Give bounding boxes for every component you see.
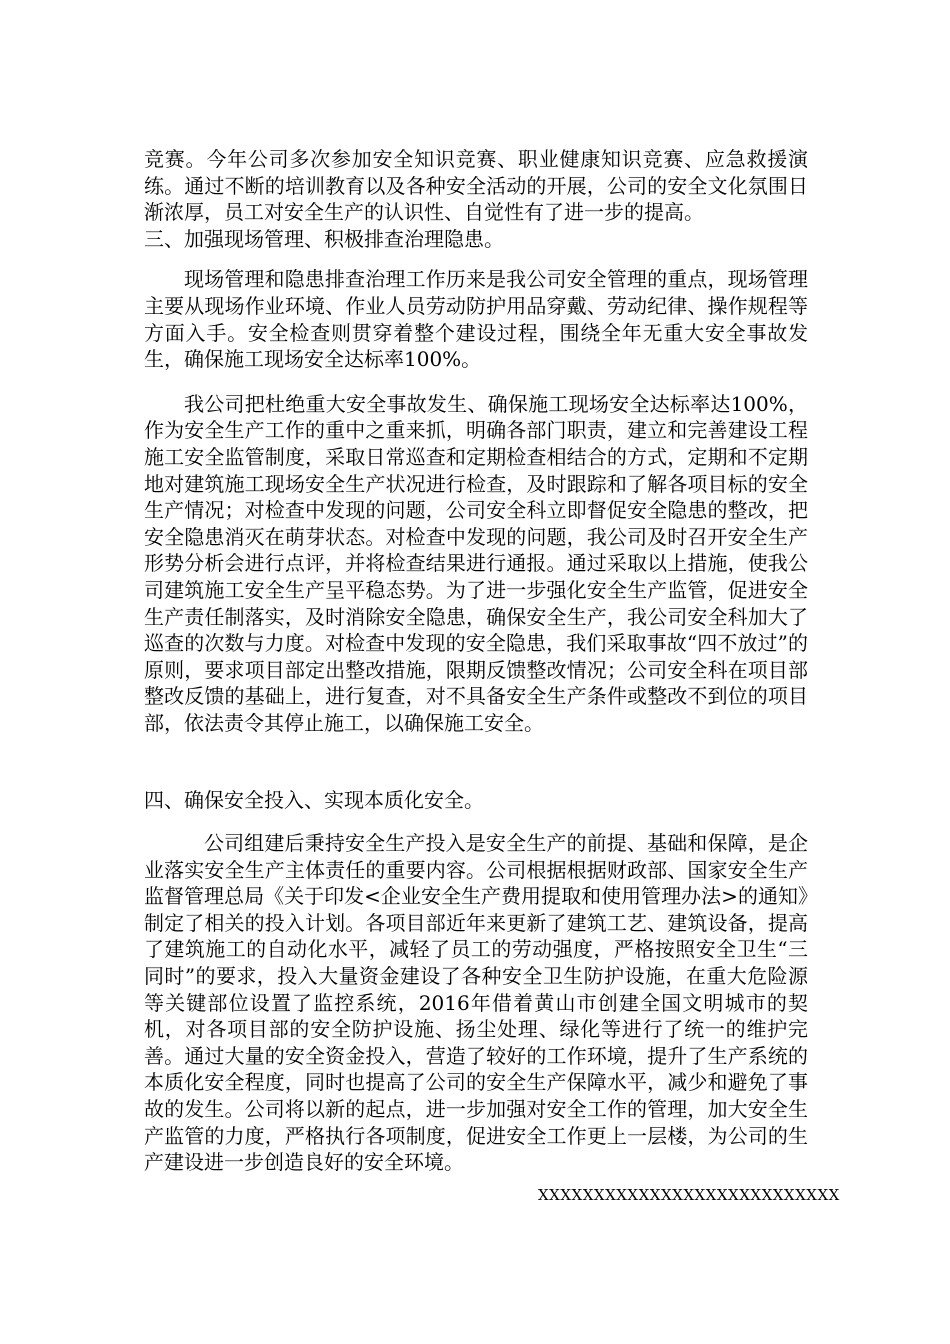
section-heading-4: 四、确保安全投入、实现本质化安全。	[144, 788, 484, 813]
paragraph-competition-summary: 竞赛。今年公司多次参加安全知识竞赛、职业健康知识竞赛、应急救援演练。通过不断的培训教育以及各种安全活动的开展，公司的安全文化氛围日渐浓厚，员工对安全生产的认识性、自觉性有了进一步的提高。	[144, 147, 808, 225]
signature-placeholder: XXXXXXXXXXXXXXXXXXXXXXXXXXX	[538, 1186, 840, 1204]
paragraph-safety-investment: 公司组建后秉持安全生产投入是安全生产的前提、基础和保障，是企业落实安全生产主体责任的重要内容。公司根据根据财政部、国家安全生产监督管理总局《关于印发<企业安全生产费用提取和使用管理办法>的通知》制定了相关的投入计划。各项目部近年来更新了建筑工艺、建筑设备，提高了建筑施工的自动化水平，减轻了员工的劳动强度，严格按照安全卫生“三同时”的要求，投入大量资金建设了各种安全卫生防护设施，在重大危险源等关键部位设置了监控系统，2016年借着黄山市创建全国文明城市的契机，对各项目部的安全防护设施、扬尘处理、绿化等进行了统一的维护完善。通过大量的安全资金投入，营造了较好的工作环境，提升了生产系统的本质化安全程度，同时也提高了公司的安全生产保障水平，减少和避免了事故的发生。公司将以新的起点，进一步加强对安全工作的管理，加大安全生产监管的力度，严格执行各项制度，促进安全工作更上一层楼，为公司的生产建设进一步创造良好的安全环境。	[144, 831, 808, 1175]
document-body	[144, 146, 808, 1176]
section-heading-3: 三、加强现场管理、积极排查治理隐患。	[144, 226, 504, 251]
paragraph-inspection-measures: 我公司把杜绝重大安全事故发生、确保施工现场安全达标率达100%，作为安全生产工作的重中之重来抓，明确各部门职责，建立和完善建设工程施工安全监管制度，采取日常巡查和定期检查相结合的方式，定期和不定期地对建筑施工现场安全生产状况进行检查，及时跟踪和了解各项目标的安全生产情况；对检查中发现的问题，公司安全科立即督促安全隐患的整改，把安全隐患消灭在萌芽状态。对检查中发现的问题，我公司及时召开安全生产形势分析会进行点评，并将检查结果进行通报。通过采取以上措施，使我公司建筑施工安全生产呈平稳态势。为了进一步强化安全生产监管，促进安全生产责任制落实，及时消除安全隐患，确保安全生产，我公司安全科加大了巡查的次数与力度。对检查中发现的安全隐患，我们采取事故“四不放过”的原则，要求项目部定出整改措施，限期反馈整改情况；公司安全科在项目部整改反馈的基础上，进行复查，对不具备安全生产条件或整改不到位的项目部，依法责令其停止施工，以确保施工安全。	[144, 391, 808, 735]
paragraph-site-management: 现场管理和隐患排查治理工作历来是我公司安全管理的重点，现场管理主要从现场作业环境、作业人员劳动防护用品穿戴、劳动纪律、操作规程等方面入手。安全检查则贯穿着整个建设过程，围绕全年无重大安全事故发生，确保施工现场安全达标率100%。	[144, 267, 808, 372]
